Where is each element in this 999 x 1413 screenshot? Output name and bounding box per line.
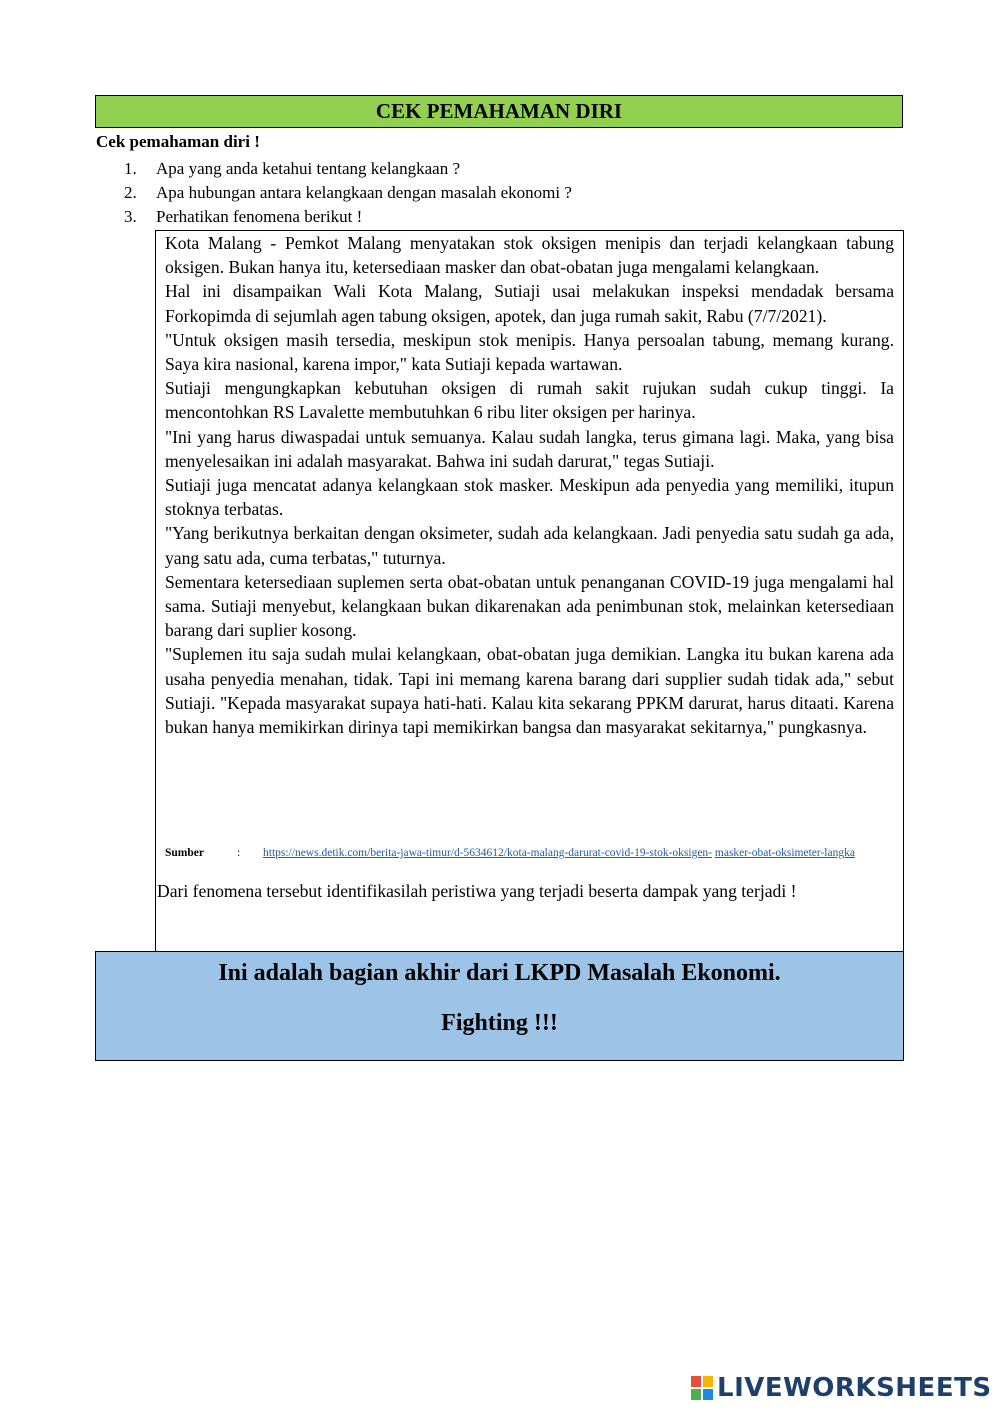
question-number: 2.: [124, 183, 137, 202]
article-paragraph: "Untuk oksigen masih tersedia, meskipun stok menipis. Hanya persoalan tabung, memang kurang. Saya kira nasional, karena impor," kata Sutiaji kepada wartawan.: [165, 329, 894, 375]
question-number: 1.: [124, 159, 137, 178]
article-paragraph: "Ini yang harus diwaspadai untuk semuanya. Kalau sudah langka, terus gimana lagi. Maka, yang bisa menyelesaikan ini adalah masyarakat. Bahwa ini sudah darurat," tegas Sutiaji.: [165, 426, 894, 471]
liveworksheets-logo-icon: [690, 1375, 714, 1401]
closing-line-1: Ini adalah bagian akhir dari LKPD Masalah Ekonomi.: [218, 960, 781, 986]
closing-line-2: Fighting !!!: [441, 1010, 558, 1036]
question-number: 3.: [124, 207, 137, 226]
question-text: Apa hubungan antara kelangkaan dengan masalah ekonomi ?: [156, 183, 572, 202]
article-text: [165, 231, 894, 739]
article-paragraph: Kota Malang - Pemkot Malang menyatakan stok oksigen menipis dan terjadi kelangkaan tabung oksigen. Bukan hanya itu, ketersediaan masker dan obat-obatan juga mengalami kelangkaan.: [165, 233, 894, 278]
article-paragraph: "Yang berikutnya berkaitan dengan oksimeter, sudah ada kelangkaan. Jadi penyedia satu sudah ga ada, yang satu ada, cuma terbatas," tuturnya.: [165, 523, 894, 568]
source-link[interactable]: https://news.detik.com/berita-jawa-timur/d-5634612/kota-malang-darurat-covid-19-stok-oksigen-: [263, 847, 713, 859]
article-paragraph: Sutiaji mengungkapkan kebutuhan oksigen di rumah sakit rujukan sudah cukup tinggi. Ia mencontohkan RS Lavalette membutuhkan 6 ribu liter oksigen per harinya.: [165, 378, 894, 423]
question-1: [124, 158, 460, 180]
closing-banner: [95, 951, 904, 1061]
article-paragraph: Sutiaji juga mencatat adanya kelangkaan stok masker. Meskipun ada penyedia yang memiliki, itupun stoknya terbatas.: [165, 475, 894, 520]
brand-name: LIVEWORKSHEETS: [717, 1373, 992, 1403]
source-link-continued[interactable]: masker-obat-oksimeter-langka: [714, 847, 855, 859]
liveworksheets-logo: [690, 1373, 992, 1403]
source-citation: [165, 846, 885, 861]
question-text: Perhatikan fenomena berikut !: [156, 207, 363, 226]
source-colon: :: [237, 847, 241, 859]
article-paragraph: "Suplemen itu saja sudah mulai kelangkaan, obat-obatan juga demikian. Langka itu bukan karena ada usaha penyedia menahan, tidak. Tapi ini memang karena barang dari supplier sudah tidak ada," sebut Sutiaji. "Kepada masyarakat supaya hati-hati. Kalau kita sekarang PPKM darurat, harus ditaati. Karena bukan hanya memikirkan dirinya tapi memikirkan bangsa dan masyarakat sekitarnya," pungkasnya.: [165, 644, 894, 738]
instruction-text: Dari fenomena tersebut identifikasilah peristiwa yang terjadi beserta dampak yang terjadi !: [157, 881, 797, 901]
question-3: [124, 206, 362, 228]
question-text: Apa yang anda ketahui tentang kelangkaan ?: [156, 159, 460, 178]
article-paragraph: Sementara ketersediaan suplemen serta obat-obatan untuk penanganan COVID-19 juga mengalami hal sama. Sutiaji menyebut, kelangkaan bukan dikarenakan ada penimbunan stok, melainkan ketersediaan barang dari suplier kosong.: [165, 571, 894, 641]
section-title: CEK PEMAHAMAN DIRI: [95, 95, 903, 128]
source-label: Sumber: [165, 847, 204, 859]
subtitle: Cek pemahaman diri !: [96, 132, 260, 151]
question-2: [124, 182, 572, 204]
article-paragraph: Hal ini disampaikan Wali Kota Malang, Sutiaji usai melakukan inspeksi mendadak bersama Forkopimda di sejumlah agen tabung oksigen, apotek, dan juga rumah sakit, Rabu (7/7/2021).: [165, 281, 894, 326]
